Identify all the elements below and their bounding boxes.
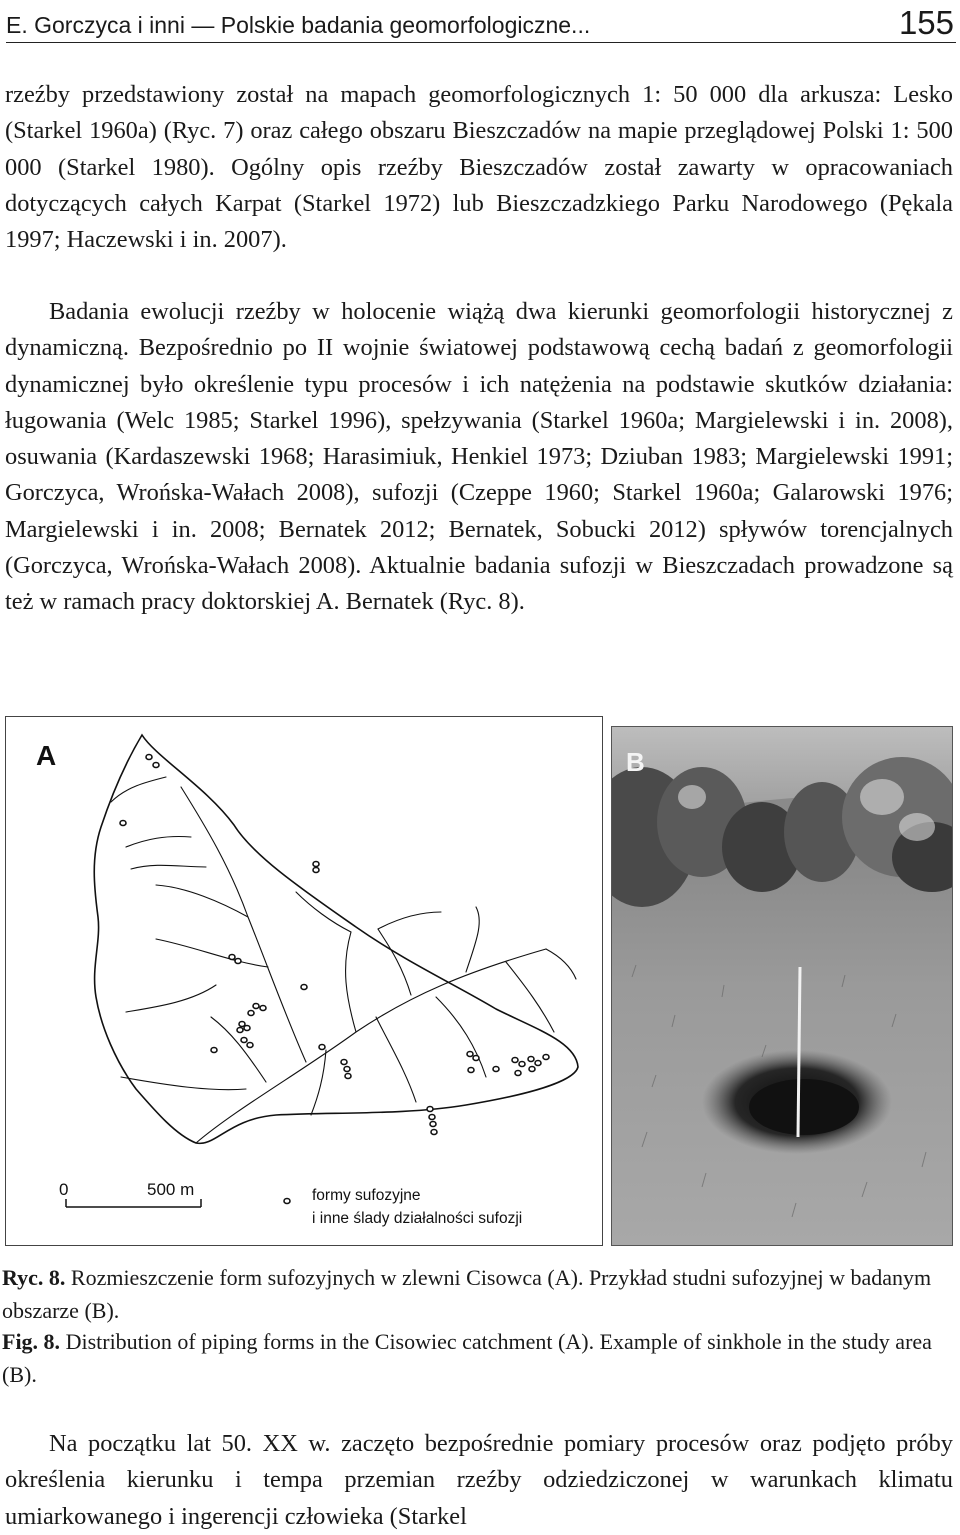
catchment-map [6, 717, 604, 1247]
body-paragraph-2: Badania ewolucji rzeźby w holocenie wiążą dwa kierunki geomorfologii historycznej z dynamiczną. Bezpośrednio po II wojnie światowej podstawową cechą badań z geomorfologii dynamicznej było określenie typu procesów i ich natężenia na podstawie skutków działania: ługowania (Welc 1985; Starkel 1996), spełzywania (Starkel 1960a; Margielewski i in. 2008), osuwania (Kardaszewski 1968; Harasimiuk, Henkiel 1973; Dziuban 1983; Margielewski 1991; Gorczyca, Wrońska-Wałach 2008), sufozji (Czeppe 1960; Starkel 1960a; Galarowski 1976; Margielewski i in. 2008; Bernatek 2012; Bernatek, Sobucki 2012) spływów torencjalnych (Gorczyca, Wrońska-Wałach 2008). Aktualnie badania sufozji w Bieszczadach prowadzone są też w ramach pracy doktorskiej A. Bernatek (Ryc. 8). [5, 298, 953, 616]
running-title: E. Gorczyca i inni — Polskie badania geomorfologiczne... [6, 12, 591, 38]
scale-bar [66, 1199, 201, 1207]
page-number: 155 [898, 4, 954, 41]
panel-b-label: B [626, 747, 645, 777]
piping-form-markers [120, 755, 549, 1135]
sinkhole-photo-panel [611, 726, 953, 1246]
panel-a-label: A [36, 740, 57, 771]
body-paragraph-3: Na początku lat 50. XX w. zaczęto bezpośrednie pomiary procesów oraz podjęto próby określenia kierunku i tempa przemian rzeźby odziedziczonej w warunkach klimatu umiarkowanego i ingerencji człowieka (Starkel [5, 1430, 953, 1530]
figure-caption-en [2, 1326, 957, 1391]
scale-start-label: 0 [59, 1180, 69, 1199]
body-paragraph-1: rzeźby przedstawiony został na mapach geomorfologicznych 1: 50 000 dla arkusza: Lesko (Starkel 1960a) (Ryc. 7) oraz całego obszaru Bieszczadów na mapie przeglądowej Polski 1: 500 000 (Starkel 1980). Ogólny opis rzeźby Bieszczadów został zawarty w opracowaniach dotyczących całych Karpat (Starkel 1972) lub Bieszczadzkiego Parku Narodowego (Pękala 1997; Haczewski i in. 2007). [5, 81, 953, 254]
river-network [111, 777, 576, 1143]
catchment-boundary [94, 735, 578, 1143]
figure-8 [5, 716, 953, 1246]
figure-caption-pl [2, 1262, 957, 1327]
caption-en-text: Distribution of piping forms in the Cisowiec catchment (A). Example of sinkhole in the study area (B). [2, 1329, 932, 1387]
caption-pl-text: Rozmieszczenie form sufozyjnych w zlewni Cisowca (A). Przykład studni sufozyjnej w badanym obszarze (B). [2, 1265, 932, 1323]
running-header [6, 4, 956, 43]
legend-line-1: formy sufozyjne [312, 1187, 421, 1204]
legend-marker [284, 1199, 290, 1204]
scale-end-label: 500 m [147, 1180, 195, 1199]
measuring-pole [798, 967, 800, 1137]
caption-en-label: Fig. 8. [2, 1329, 61, 1354]
sinkhole-photo [612, 727, 953, 1246]
catchment-map-panel [5, 716, 603, 1246]
legend-line-2: i inne ślady działalności sufozji [312, 1210, 523, 1227]
caption-pl-label: Ryc. 8. [2, 1265, 66, 1290]
